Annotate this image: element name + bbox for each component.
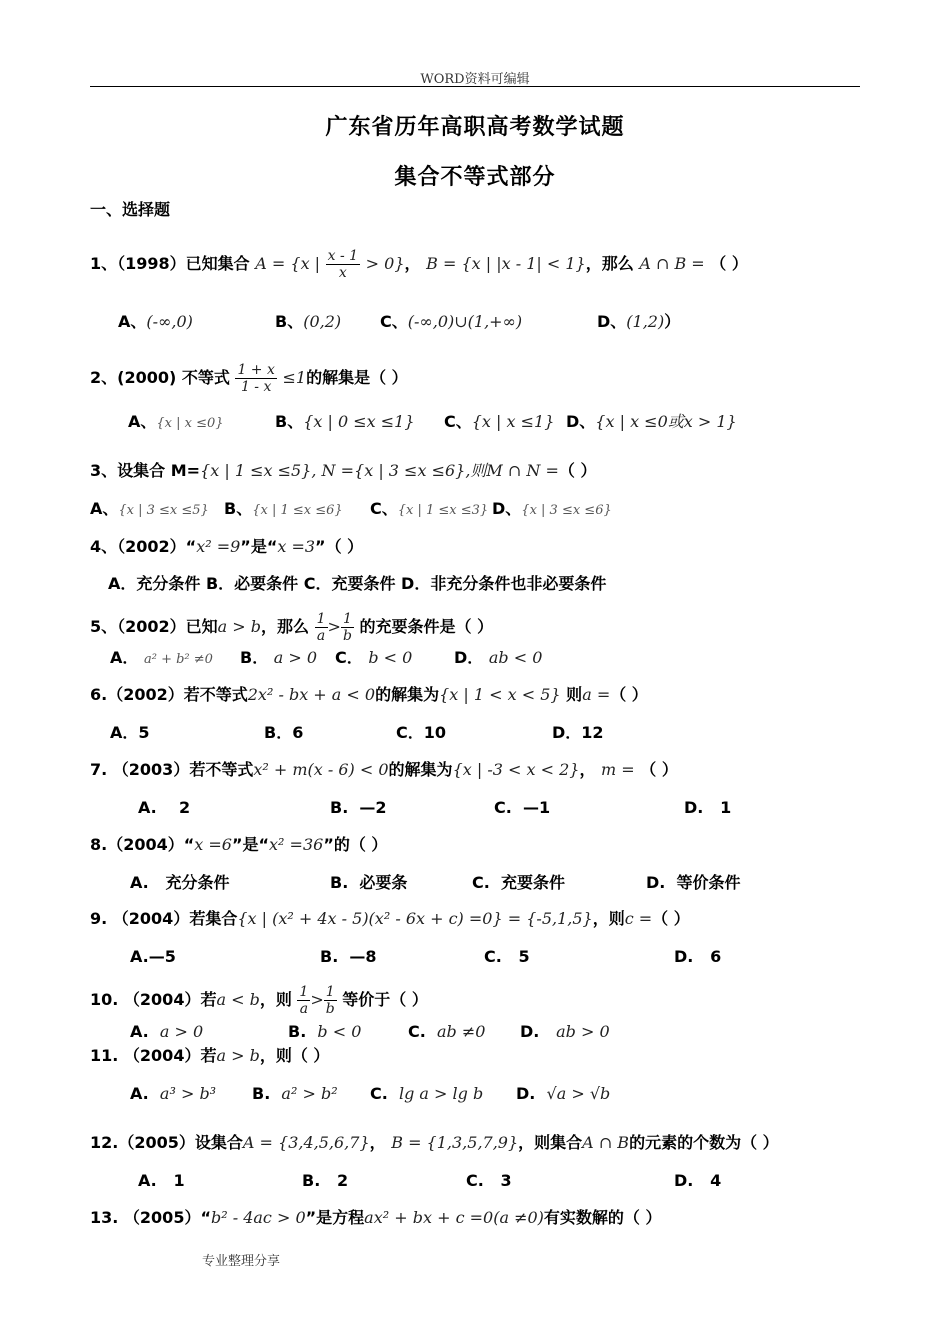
q5-option-c: C． b < 0: [335, 648, 413, 667]
q4-condition-2: x =3: [277, 537, 316, 556]
q6-option-c: C．10: [396, 723, 447, 742]
q1-set-b: B = {x | |x - 1| < 1}: [426, 254, 586, 273]
q11-option-a: A. a³ > b³: [130, 1084, 217, 1103]
q1-expr: A ∩ B =: [639, 254, 705, 273]
q8-option-c: C. 充要条件: [472, 873, 565, 892]
q2-prefix: 2、(2000) 不等式: [90, 368, 230, 387]
q10-option-c: C. ab ≠0: [408, 1022, 486, 1041]
q1-frac-num: x - 1: [327, 248, 359, 264]
q9-option-b: B. —8: [320, 947, 377, 966]
q2-option-b: B、{x | 0 ≤x ≤1}: [275, 412, 415, 431]
q3-option-b: B、{x | 1 ≤x ≤6}: [224, 499, 343, 518]
q4-options: A．充分条件 B．必要条件 C．充要条件 D．非充分条件也非必要条件: [108, 574, 607, 593]
question-13: 13. （2005）“b² - 4ac > 0”是方程ax² + bx + c =0(a ≠0)有实数解的（ ）: [90, 1208, 662, 1227]
q2-option-c: C、{x | x ≤1}: [444, 412, 555, 431]
q10-fraction-2: $\frac{1}{b}$: [325, 984, 335, 1017]
q3-option-c: C、{x | 1 ≤x ≤3}: [370, 499, 489, 518]
q6-option-a: A．5: [110, 723, 150, 742]
q1-prefix: 1、（1998）已知集合: [90, 254, 250, 273]
document-subtitle: 集合不等式部分: [394, 165, 556, 190]
q1-comma: ，: [404, 254, 421, 273]
q10-option-b: B. b < 0: [288, 1022, 362, 1041]
q7-option-b: B. —2: [330, 798, 387, 817]
q1-answer-paren: （ ）: [710, 254, 748, 273]
q12-option-c: C. 3: [466, 1171, 512, 1190]
q3-suffix: （ ）: [558, 461, 597, 480]
question-6: 6.（2002）若不等式2x² - bx + a < 0的解集为{x | 1 < x < 5} 则a =（ ）: [90, 685, 648, 704]
q7-option-a: A. 2: [138, 798, 191, 817]
question-10: 10. （2004）若a < b，则 $\frac{1}{a}$ > $\frac{1}{b}$ 等价于（ ）: [90, 984, 428, 1017]
q1-fraction: [326, 248, 360, 281]
q7-option-d: D. 1: [684, 798, 732, 817]
q3-sets: {x | 1 ≤x ≤5}, N ={x | 3 ≤x ≤6},则M ∩ N =: [200, 461, 559, 480]
question-2: [90, 362, 408, 395]
q1-option-d: D、(1,2)）: [597, 312, 681, 331]
question-9: 9. （2004）若集合{x | (x² + 4x - 5)(x² - 6x + c) =0} = {-5,1,5}，则c =（ ）: [90, 909, 690, 928]
q9-option-d: D. 6: [674, 947, 722, 966]
page-header: WORD资料可编辑: [420, 72, 530, 87]
question-4: 4、（2002）“x² =9”是“x =3”（ ）: [90, 537, 364, 556]
q11-option-b: B. a² > b²: [252, 1084, 338, 1103]
q1-frac-den: x: [338, 265, 347, 281]
q12-option-b: B. 2: [302, 1171, 349, 1190]
header-rule: [90, 86, 860, 87]
q3-option-d: D、{x | 3 ≤x ≤6}: [492, 499, 612, 518]
q2-option-a: A、{x | x ≤0}: [128, 412, 224, 431]
q1-set-a-end: > 0}: [365, 254, 405, 273]
q9-option-a: A.—5: [130, 947, 176, 966]
q8-option-d: D. 等价条件: [646, 873, 741, 892]
question-7: 7. （2003）若不等式x² + m(x - 6) < 0的解集为{x | -3 < x < 2}， m = （ ）: [90, 760, 678, 779]
q12-option-d: D. 4: [674, 1171, 722, 1190]
q8-option-b: B. 必要条: [330, 873, 408, 892]
q2-fraction: $\frac{1 + x}{1 - x}$: [237, 362, 275, 395]
q2-suffix: 的解集是（ ）: [306, 368, 408, 387]
q7-option-c: C. —1: [494, 798, 551, 817]
q5-option-a: A． a² + b² ≠0: [110, 648, 213, 667]
question-5: 5、（2002）已知a > b，那么 $\frac{1}{a}$ > $\frac{1}{b}$ 的充要条件是（ ）: [90, 611, 494, 644]
q2-option-d: D、{x | x ≤0或x > 1}: [566, 412, 737, 431]
q1-option-b: B、(0,2): [275, 312, 342, 331]
q1-option-a: A、(-∞,0): [118, 312, 193, 331]
question-11: 11. （2004）若a > b，则（ ）: [90, 1046, 330, 1065]
q10-option-d: D. ab > 0: [520, 1022, 610, 1041]
q2-inequality: ≤1: [282, 368, 307, 387]
q8-option-a: A. 充分条件: [130, 873, 230, 892]
q5-fraction-1: $\frac{1}{a}$: [316, 611, 326, 644]
q6-option-d: D．12: [552, 723, 604, 742]
q5-fraction-2: $\frac{1}{b}$: [342, 611, 352, 644]
q1-set-a-start: A = {x |: [255, 254, 321, 273]
q10-fraction-1: $\frac{1}{a}$: [299, 984, 309, 1017]
question-3: [90, 461, 596, 481]
q5-option-b: B． a > 0: [240, 648, 318, 667]
question-12: 12.（2005）设集合A = {3,4,5,6,7}， B = {1,3,5,7,9}，则集合A ∩ B的元素的个数为（ ）: [90, 1133, 779, 1152]
q9-option-c: C. 5: [484, 947, 530, 966]
q10-option-a: A. a > 0: [130, 1022, 204, 1041]
question-1: [90, 248, 748, 281]
q12-option-a: A. 1: [138, 1171, 185, 1190]
q3-option-a: A、{x | 3 ≤x ≤5}: [90, 499, 209, 518]
q4-condition-1: x² =9: [196, 537, 241, 556]
q1-option-c: C、(-∞,0)∪(1,+∞): [380, 312, 523, 331]
question-8: 8.（2004）“x =6”是“x² =36”的（ ）: [90, 835, 388, 854]
q11-option-d: D. √a > √b: [516, 1084, 611, 1103]
page-footer: 专业整理分享: [202, 1254, 281, 1269]
document-title: 广东省历年高职高考数学试题: [325, 115, 625, 140]
q1-then: ，那么: [585, 254, 634, 273]
q3-prefix: 3、设集合 M=: [90, 461, 201, 480]
q5-option-d: D． ab < 0: [454, 648, 543, 667]
section-heading: 一、选择题: [90, 200, 171, 219]
q6-option-b: B．6: [264, 723, 304, 742]
q11-option-c: C. lg a > lg b: [370, 1084, 484, 1103]
